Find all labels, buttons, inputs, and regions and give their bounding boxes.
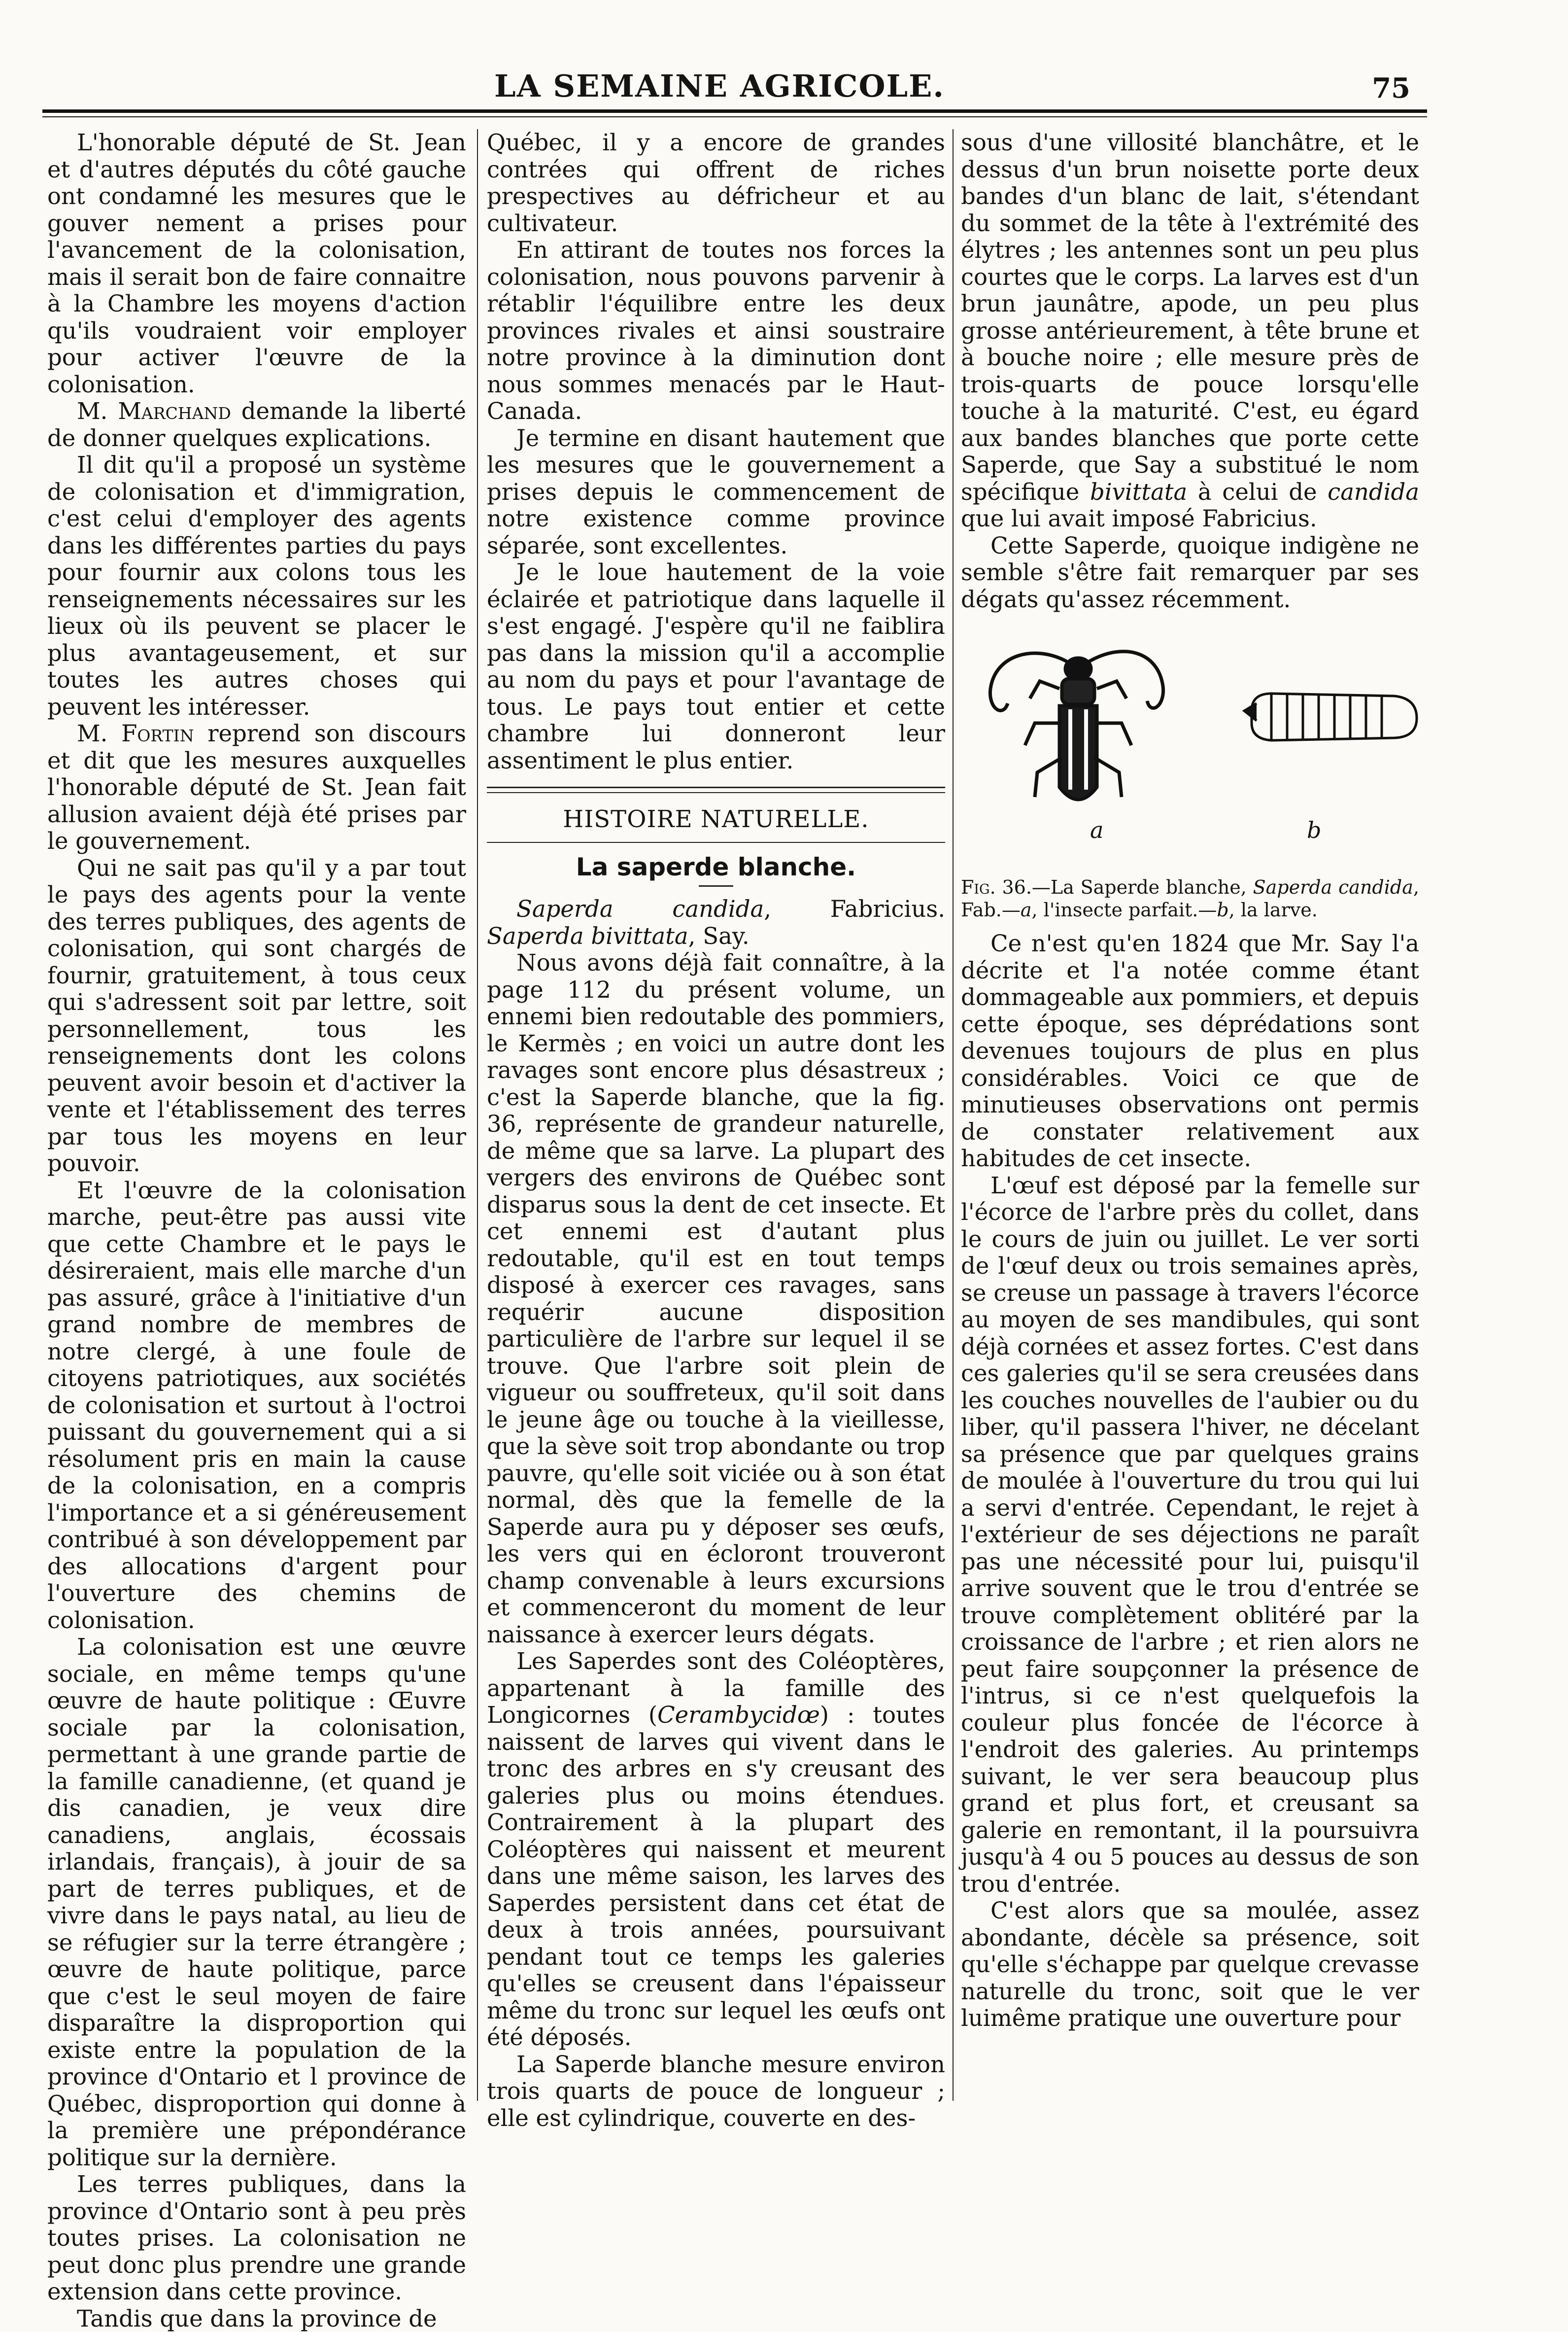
running-title: LA SEMAINE AGRICOLE. <box>0 68 1439 104</box>
figure-caption <box>961 876 1419 921</box>
page-header <box>0 68 1568 112</box>
paragraph-text: reprend son discours et dit que les mesures auxquelles l'honorable député de St. Jean fait allusion avaient déjà été prises par le gouvernement. <box>47 720 466 854</box>
figure-label-b: b <box>1307 817 1321 844</box>
section-title: HISTOIRE NATURELLE. <box>487 806 945 833</box>
caption-species: Saperda candida <box>1253 876 1413 898</box>
paragraph: Il dit qu'il a proposé un système de colonisation et d'immigration, c'est celui d'employer des agents dans les différentes parties du pays pour fournir aux colons tous les renseignements nécessaires sur les lieux où ils peuvent se placer le plus avantageusement, et sur toutes les autres choses qui peuvent les intéresser. <box>47 452 466 720</box>
column-divider-1 <box>477 129 478 2101</box>
caption-text: , la larve. <box>1229 899 1318 921</box>
column-divider-2 <box>953 129 954 2101</box>
paragraph: Tandis que dans la province de <box>47 2305 466 2332</box>
paragraph: Ce n'est qu'en 1824 que Mr. Say l'a décrite et l'a notée comme étant dommageable aux pommiers, et depuis cette époque, ses déprédations sont devenues toujours de plus en plus considérables. Voici ce que de minutieuses observations ont permis de constater relativement aux habitudes de cet insecte. <box>961 930 1419 1172</box>
paragraph: Je le loue hautement de la voie éclairée et patriotique dans laquelle il s'est engagé. J'espère qu'il ne faiblira pas dans la mission qu'il a accomplie au nom du pays et pour l'avantage de tous. Le pays tout entier et cette chambre lui donneront leur assentiment le plus entier. <box>487 559 945 774</box>
paragraph: Les terres publiques, dans la province d'Ontario sont à peu près toutes prises. La colonisation ne peut donc plus prendre une grande extension dans cette province. <box>47 2171 466 2305</box>
paragraph: Cette Saperde, quoique indigène ne semble s'être fait remarquer par ses dégats qu'assez récemment. <box>961 532 1419 613</box>
paragraph-text: que lui avait imposé Fabricius. <box>961 505 1317 532</box>
species-end: , Say. <box>688 923 750 949</box>
paragraph: La colonisation est une œuvre sociale, en même temps qu'une œuvre de haute politique : Œuvre sociale par la colonisation, permettant à une grande partie de la famille canadienne, (et quand je dis canadien, je veux dire canadiens, anglais, écossais irlandais, français), à jouir de sa part de terres publiques, et de vivre dans le pays natal, au lieu de se réfugier sur la terre étrangère ; œuvre de haute politique, parce que c'est le seul moyen de faire disparaître la disproportion qui existe entre la population de la province d'Ontario et l province de Québec, disproportion qui donne à la première une prépondérance politique sur la dernière. <box>47 1634 466 2171</box>
paragraph: Qui ne sait pas qu'il y a par tout le pays des agents pour la vente des terres publiques, des agents de colonisation, qui sont chargés de fournir, gratuitement, à tous ceux qui s'adressent soit par lettre, soit personnellement, tous les renseignements dont les colons peuvent avoir besoin et d'activer la vente et l'établissement des terres par tous les moyens en leur pouvoir. <box>47 855 466 1177</box>
section-separator <box>487 787 945 793</box>
paragraph <box>961 129 1419 532</box>
species-epithet: bivittata <box>1090 479 1187 505</box>
paragraph: La Saperde blanche mesure environ trois quarts de pouce de longueur ; elle est cylindrique, couverte en des- <box>487 2051 945 2132</box>
paragraph: En attirant de toutes nos forces la colonisation, nous pouvons parvenir à rétablir l'équilibre entre les deux provinces rivales et ainsi soustraire notre province à la diminution dont nous sommes menacés par le Haut-Canada. <box>487 237 945 425</box>
caption-label: b <box>1217 899 1228 921</box>
paragraph-text: ) : toutes naissent de larves qui vivent dans le tronc des arbres en s'y creusant des galeries plus ou moins étendues. Contrairement à la plupart des Coléoptères qui naissent et meurent dans une même saison, les larves des Saperdes persistent dans cet état de deux à trois années, poursuivant pendant tout ce temps les galeries qu'elles se creusent dans l'épaisseur même du tronc sur lequel les œufs ont été déposés. <box>487 1702 945 2051</box>
paragraph-text: demande la liberté de donner quelques explications. <box>47 398 466 452</box>
figure-36 <box>961 625 1419 871</box>
caption-fig-number: Fig. 36. <box>961 876 1032 898</box>
species-name: Saperda bivittata <box>487 923 688 949</box>
title-rule <box>699 885 733 887</box>
species-name: Saperda candida <box>516 896 764 922</box>
caption-text: , Fab.— <box>961 876 1419 921</box>
page-number: 75 <box>1372 72 1410 104</box>
caption-text: —La Saperde blanche, <box>1032 876 1253 898</box>
column-1 <box>47 129 466 2121</box>
article-title: La saperde blanche. <box>487 854 945 881</box>
paragraph: Je termine en disant hautement que les mesures que le gouvernement a prises depuis le commencement de notre existence comme province séparée, sont excellentes. <box>487 425 945 559</box>
paragraph: Et l'œuvre de la colonisation marche, peut-être pas aussi vite que cette Chambre et le pays le désireraient, mais elle marche d'un pas assuré, grâce à l'initiative d'un grand nombre de membres de notre clergé, à une foule de citoyens patriotiques, aux sociétés de colonisation et surtout à l'octroi puissant du gouvernement qui a si résolument pris en main la cause de la colonisation, en a compris l'importance et a si généreusement contribué à son développement par des allocations d'argent pour l'ouverture des chemins de colonisation. <box>47 1177 466 1634</box>
paragraph: Nous avons déjà fait connaître, à la page 112 du présent volume, un ennemi bien redoutable des pommiers, le Kermès ; en voici un autre dont les ravages sont encore plus désastreux ; c'est la Saperde blanche, que la fig. 36, représente de grandeur naturelle, de même que sa larve. La plupart des vergers des environs de Québec sont disparus sous la dent de cet insecte. Et cet ennemi est d'autant plus redoutable, qu'il est en tout temps disposé à exercer ces ravages, sans requérir aucune disposition particulière de l'arbre sur lequel il se trouve. Que l'arbre soit plein de vigueur ou souffreteux, qu'il soit dans le jeune âge ou touche à la vieillesse, que la sève soit trop abondante ou trop pauvre, qu'elle soit viciée ou à son état normal, dès que la femelle de la Saperde aura pu y déposer ses œufs, les vers qui en écloront trouveront champ convenable à leurs excursions et commenceront du moment de leur naissance à exercer leurs dégats. <box>487 949 945 1648</box>
paragraph: C'est alors que sa moulée, assez abondante, décèle sa présence, soit qu'elle s'échappe par quelque crevasse naturelle du tronc, soit que le ver luimême pratique une ouverture pour <box>961 1897 1419 2032</box>
family-name: Cerambycidœ <box>657 1702 820 1728</box>
paragraph <box>47 398 466 452</box>
larva <box>1244 694 1417 740</box>
paragraph-text: sous d'une villosité blanchâtre, et le dessus d'un brun noisette porte deux bandes d'un blanc de lait, s'étendant du sommet de la tête à l'extrémité des élytres ; les antennes sont un peu plus courtes que le corps. La larves est d'un brun jaunâtre, apode, un peu plus grosse antérieurement, à tête brune et à bouche noire ; elle mesure près de trois-quarts de pouce lorsqu'elle touche à la maturité. C'est, eu égard aux bandes blanches que porte cette Saperde, que Say a substitué le nom spécifique <box>961 129 1419 505</box>
paragraph: Québec, il y a encore de grandes contrées qui offrent de riches prespectives au défricheur et au cultivateur. <box>487 129 945 237</box>
speaker-name: M. Fortin <box>77 720 194 747</box>
figure-label-a: a <box>1090 817 1103 844</box>
paragraph: L'œuf est déposé par la femelle sur l'écorce de l'arbre près du collet, dans le cours de juin ou juillet. Le ver sorti de l'œuf deux ou trois semaines après, se creuse un passage à travers l'écorce au moyen de ses mandibules, qui sont déjà cornées et assez fortes. C'est dans ces galeries qu'il se sera creusées dans les couches nouvelles de l'aubier ou du liber, qu'il passera l'hiver, ne décelant sa présence que par quelques grains de moulée à l'ouverture du trou qui lui a servi d'entrée. Cependant, le rejet à l'extérieur de ses déjections ne paraît pas une nécessité pour lui, puisqu'il arrive souvent que le trou d'entrée se trouve complètement oblitéré par la croissance de l'arbre ; et rien alors ne peut faire soupçonner la présence de l'intrus, si ce n'est quelquefois la couleur plus foncée de l'écorce à l'endroit des galeries. Au printemps suivant, le ver sera beaucoup plus grand et plus fort, et creusant sa galerie en remontant, il la poursuivra jusqu'à 4 ou 5 pouces au dessus de son trou d'entrée. <box>961 1172 1419 1898</box>
beetle-adult <box>990 652 1163 800</box>
caption-label: a <box>1021 899 1032 921</box>
section-rule <box>487 842 945 843</box>
paragraph <box>487 1648 945 2051</box>
species-epithet: candida <box>1328 479 1419 505</box>
header-rule <box>42 109 1427 113</box>
caption-text: , l'insecte parfait.— <box>1032 899 1217 921</box>
speaker-name: M. Marchand <box>77 398 231 424</box>
paragraph: L'honorable député de St. Jean et d'autres députés du côté gauche ont condamné les mesures que le gouver nement a prises pour l'avancement de la colonisation, mais il serait bon de faire connaitre à la Chambre les moyens d'action qu'ils voudraient voir employer pour activer l'œuvre de la colonisation. <box>47 129 466 398</box>
column-3 <box>961 129 1419 2121</box>
header-rule-thin <box>42 116 1427 117</box>
paragraph-text: à celui de <box>1187 479 1328 505</box>
species-sep: , Fabricius. <box>764 896 945 922</box>
paragraph-text: Les Saperdes sont des Coléoptères, appartenant à la famille des Longicornes ( <box>487 1648 945 1728</box>
column-2 <box>487 129 945 2121</box>
species-line <box>487 896 945 949</box>
paragraph <box>47 720 466 855</box>
beetle-illustration <box>961 625 1419 812</box>
